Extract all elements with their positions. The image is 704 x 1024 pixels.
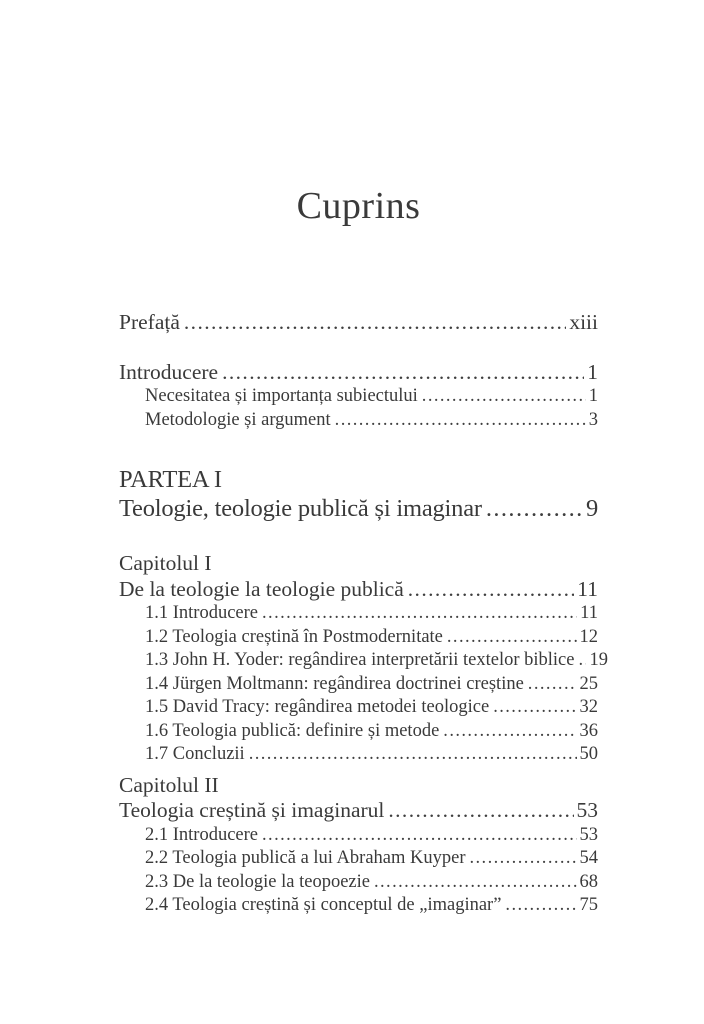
toc-entry-1-5	[119, 696, 598, 720]
dot-leader	[578, 649, 586, 673]
toc-heading-label: Capitolul II	[119, 772, 219, 797]
dot-leader	[505, 894, 576, 918]
toc-entry-page: 75	[579, 895, 598, 915]
dot-leader	[408, 577, 575, 603]
toc-entry-label: 2.1 Introducere	[145, 824, 259, 845]
toc-entry-page: 3	[588, 409, 598, 430]
toc-entry-capitolul-2-title	[119, 798, 598, 824]
dot-leader	[447, 626, 577, 650]
toc-entry-1-2	[119, 626, 598, 650]
dot-leader	[374, 871, 577, 895]
toc-entry-label: Teologie, teologie publică și imaginar	[119, 495, 482, 522]
toc-heading-capitolul-1	[119, 551, 598, 577]
toc-entry-page: xiii	[569, 310, 598, 334]
toc-entry-partea-1-title	[119, 494, 598, 523]
toc-entry-label: 1.2 Teologia creștină în Postmodernitate	[145, 626, 443, 647]
toc-heading-partea-1	[119, 465, 598, 494]
dot-leader	[249, 743, 577, 767]
toc-entry-page: 25	[579, 673, 598, 694]
toc-entry-label: 2.2 Teologia publică a lui Abraham Kuyper	[145, 848, 466, 868]
toc-heading-capitolul-2	[119, 773, 598, 799]
toc-entry-introducere	[119, 360, 598, 384]
dot-leader	[493, 696, 576, 720]
toc-entry-label: 1.3 John H. Yoder: regândirea interpretării textelor biblice	[145, 650, 575, 670]
dot-leader	[388, 798, 573, 824]
toc-entry-page: 19	[589, 650, 608, 670]
dot-leader	[528, 673, 577, 697]
toc-entry-page: 54	[579, 848, 598, 868]
toc-entry-2-2	[119, 847, 598, 871]
toc-entry-label: 1.1 Introducere	[145, 603, 259, 623]
toc-entry-2-4	[119, 894, 598, 918]
dot-leader	[184, 310, 566, 334]
toc-entry-label: Metodologie și argument	[145, 409, 331, 430]
toc-entry-page: 53	[579, 824, 598, 845]
toc-entry-metodologie	[119, 409, 598, 433]
toc-entry-1-7	[119, 743, 598, 767]
dot-leader	[222, 360, 584, 384]
toc-entry-page: 53	[576, 798, 598, 822]
toc-entry-page: 32	[579, 697, 598, 717]
toc-entry-1-3	[119, 649, 608, 673]
toc-entry-label: 2.4 Teologia creștină și conceptul de „imaginar”	[145, 895, 502, 915]
dot-leader	[486, 494, 583, 523]
toc-entry-1-4	[119, 673, 598, 697]
toc-entry-label: 1.6 Teologia publică: definire și metode	[145, 720, 440, 741]
toc-entry-page: 11	[580, 603, 598, 623]
toc-entry-label: Necesitatea și importanța subiectului	[145, 386, 418, 406]
dot-leader	[443, 720, 576, 744]
toc-entry-prefata	[119, 310, 598, 334]
toc-entry-1-6	[119, 720, 598, 744]
toc-entry-label: 1.7 Concluzii	[145, 744, 245, 764]
toc-heading-label: Capitolul I	[119, 551, 212, 575]
dot-leader	[262, 602, 577, 626]
toc-entry-label: 1.5 David Tracy: regândirea metodei teologice	[145, 697, 490, 717]
table-of-contents	[119, 310, 608, 918]
toc-entry-page: 50	[579, 744, 598, 764]
toc-entry-page: 11	[577, 576, 598, 601]
toc-entry-capitolul-1-title	[119, 577, 598, 603]
toc-entry-label: 1.4 Jürgen Moltmann: regândirea doctrinei creștine	[145, 673, 524, 694]
toc-entry-page: 1	[588, 386, 598, 406]
toc-entry-page: 9	[585, 495, 598, 522]
dot-leader	[262, 824, 576, 848]
toc-heading-label: PARTEA I	[119, 466, 222, 493]
toc-entry-necesitatea	[119, 385, 598, 409]
page-title: Cuprins	[296, 185, 421, 227]
toc-entry-1-1	[119, 602, 598, 626]
toc-entry-label: Prefață	[119, 310, 180, 334]
dot-leader	[335, 409, 586, 433]
toc-entry-label: Teologia creștină și imaginarul	[119, 798, 385, 822]
toc-entry-label: 2.3 De la teologie la teopoezie	[145, 871, 370, 892]
dot-leader	[470, 847, 577, 871]
toc-entry-2-1	[119, 824, 598, 848]
toc-entry-page: 1	[587, 360, 598, 384]
toc-entry-label: De la teologie la teologie publică	[119, 576, 404, 601]
toc-entry-page: 36	[579, 720, 598, 741]
dot-leader	[422, 385, 586, 409]
toc-entry-2-3	[119, 871, 598, 895]
toc-entry-page: 12	[579, 626, 598, 647]
toc-entry-page: 68	[579, 871, 598, 892]
toc-entry-label: Introducere	[119, 360, 219, 384]
